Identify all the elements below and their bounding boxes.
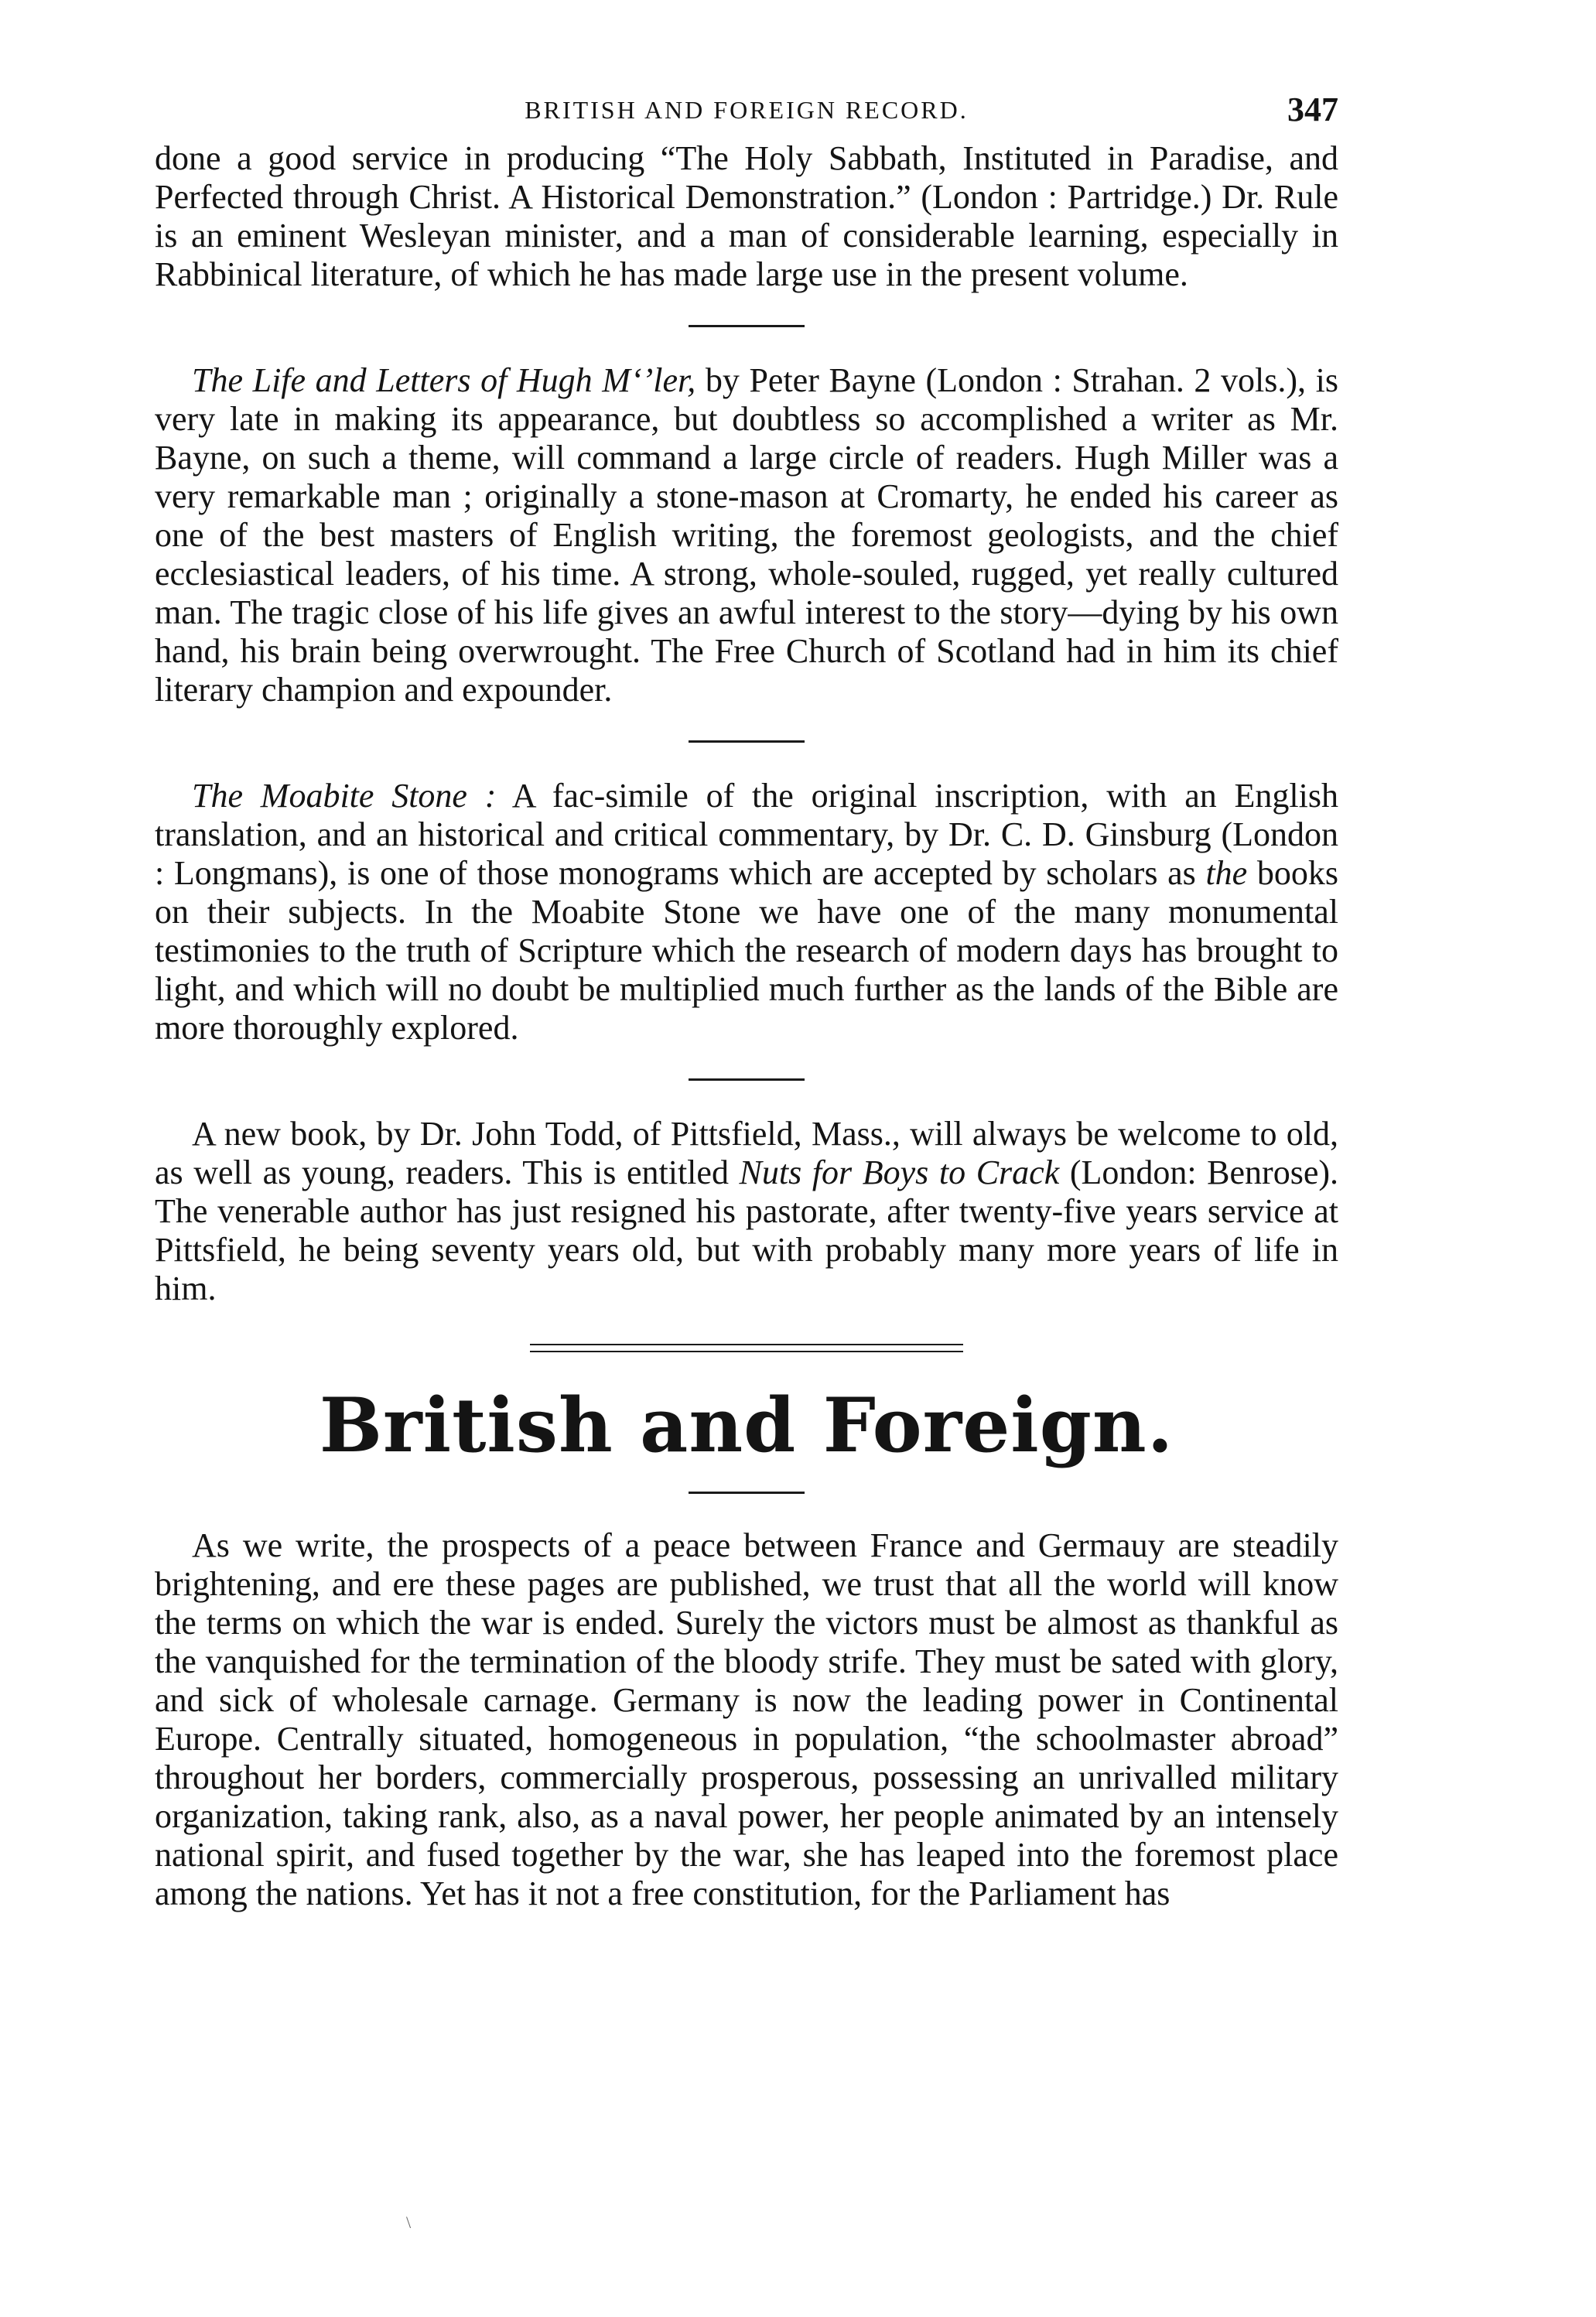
paragraph-holy-sabbath: done a good service in producing “The Holy Sabbath, Instituted in Paradise, and Perfected through Christ. A Historical Demonstration.” (London : Partridge.) Dr. Rule is an eminent Wesleyan minister, and a man of considerable learning, especially in Rabbinical literature, of which he has made large use in the present volume. (155, 139, 1338, 293)
paragraph-france-germany: As we write, the prospects of a peace between France and Germauy are steadily brightening, and ere these pages are published, we trust that all the world will know the terms on which the war is ended. Surely the victors must be almost as thankful as the vanquished for the termination of the bloody strife. They must be sated with glory, and sick of wholesale carnage. Germany is now the leading power in Continental Europe. Centrally situated, homogeneous in population, “the schoolmaster abroad” throughout her borders, commercially prosperous, possessing an unrivalled military organization, taking rank, also, as a naval power, her people animated by an intensely national spirit, and fused together by the war, she has leaped into the foremost place among the nations. Yet has it not a free constitution, for the Parliament has (155, 1526, 1338, 1912)
separator-rule (689, 1078, 805, 1081)
book-title: Nuts for Boys to Crack (739, 1153, 1060, 1191)
page-header (155, 85, 1338, 139)
paragraph-moabite-stone (155, 777, 1338, 1047)
emphasis: the (1205, 854, 1248, 892)
section-double-rule (530, 1344, 963, 1352)
stray-mark: \ (406, 2213, 412, 2232)
book-title: The Life and Letters of Hugh Mʻʼler, (192, 361, 696, 399)
page-number: 347 (1287, 91, 1338, 128)
running-head: BRITISH AND FOREIGN RECORD. (525, 96, 969, 124)
paragraph-text: (London: Benrose). The venerable author has just resigned his pastorate, after twenty-five years service at Pittsfield, he being seventy years old, but with probably many more years of life in him. (155, 1153, 1339, 1307)
paragraph-text: books on their subjects. In the Moabite Stone we have one of the many monumental testimonies to the truth of Scripture which the research of modern days has brought to light, and which will no doubt be multiplied much further as the lands of the Bible are more thoroughly explored. (155, 854, 1338, 1047)
paragraph-text: by Peter Bayne (London : Strahan. 2 vols.), is very late in making its appearance, but doubtless so accomplished a writer as Mr. Bayne, on such a theme, will command a large circle of readers. Hugh Miller was a very remarkable man ; originally a stone-mason at Cromarty, he ended his career as one of the best masters of English writing, the foremost geologists, and the chief ecclesiastical leaders, of his time. A strong, whole-souled, rugged, yet really cultured man. The tragic close of his life gives an awful interest to the story—dying by his own hand, his brain being overwrought. The Free Church of Scotland had in him its chief literary champion and expounder. (155, 361, 1338, 709)
paragraph-hugh-miller (155, 361, 1338, 709)
paragraph-text: A fac-simile of the original inscription, with an English translation, and an historical and critical commentary, by Dr. C. D. Ginsburg (London : Longmans), is one of those monograms which are accepted by scholars as (155, 777, 1338, 892)
page (155, 85, 1338, 1913)
paragraph-nuts-for-boys (155, 1115, 1338, 1308)
book-title: The Moabite Stone : (192, 777, 497, 815)
separator-rule (689, 740, 805, 743)
section-heading: British and Foreign. (319, 1382, 1174, 1469)
heading-rule (689, 1492, 805, 1494)
paragraph-text: A new book, by Dr. John Todd, of Pittsfield, Mass., will always be welcome to old, as well as young, readers. This is entitled (155, 1115, 1338, 1191)
separator-rule (689, 325, 805, 327)
